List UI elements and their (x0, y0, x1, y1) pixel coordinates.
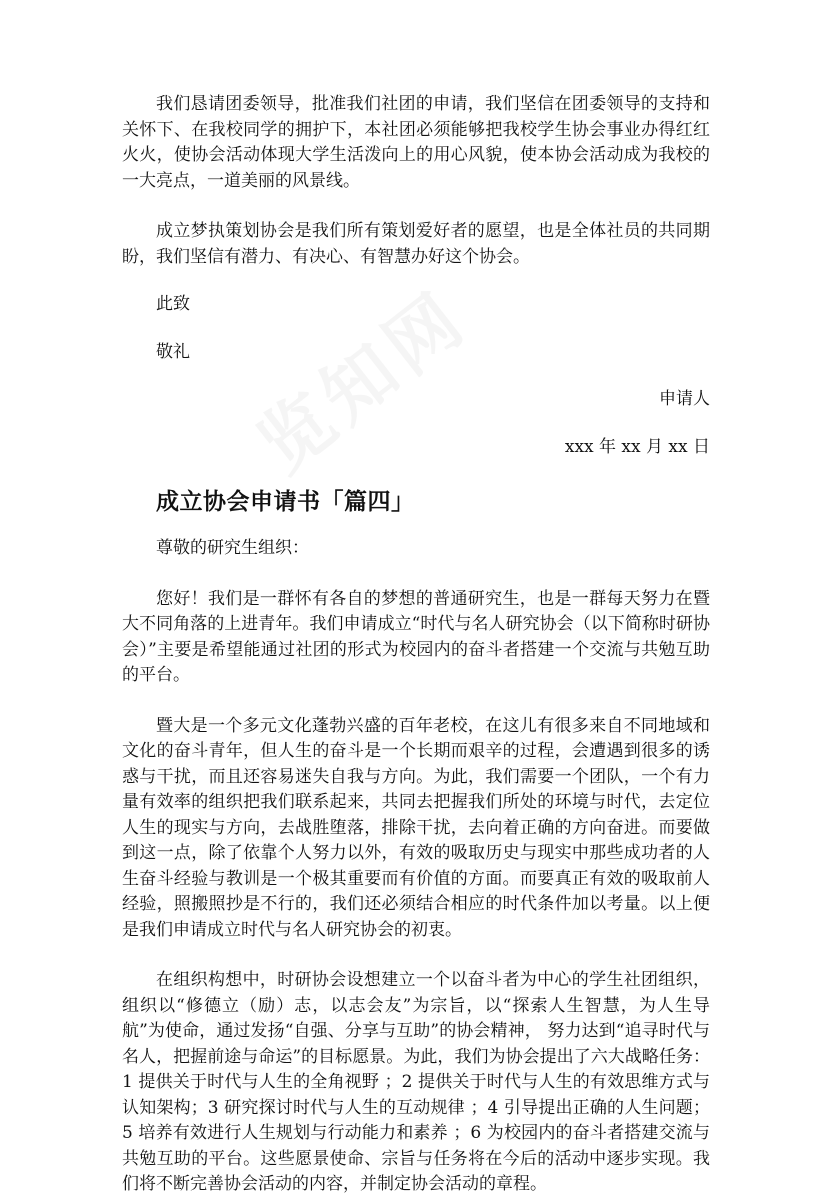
paragraph-organization: 在组织构想中，时研协会设想建立一个以奋斗者为中心的学生社团组织，组织以“修德立（励）志，以志会友”为宗旨，以“探索人生智慧，为人生导航”为使命，通过发扬“自强、分享与互助”的协会精神， 努力达到“追寻时代与名人，把握前途与命运”的目标愿景。为此，我们为协会提出了六大战略任务：1 提供关于时代与人生的全角视野 ；2 提供关于时代与人生的有效思维方式与认知架构；3 研究探讨时代与人生的互动规律 ；4 引导提出正确的人生问题；5 培养有效进行人生规划与行动能力和素养 ；6 为校园内的奋斗者搭建交流与共勉互助的平台。这些愿景使命、宗旨与任务将在今后的活动中逐步实现。我们将不断完善协会活动的内容，并制定协会活动的章程。 (122, 970, 710, 1194)
salutation: 尊敬的研究生组织： (156, 538, 309, 558)
paragraph-aspiration: 成立梦执策划协会是我们所有策划爱好者的愿望，也是全体社员的共同期盼，我们坚信有潜力、有决心、有智慧办好这个协会。 (122, 221, 710, 267)
closing-line-1: 此致 (156, 294, 190, 314)
document-body (122, 92, 710, 1198)
paragraph-request: 我们恳请团委领导，批准我们社团的申请，我们坚信在团委领导的支持和关怀下、在我校同学的拥护下，本社团必须能够把我校学生协会事业办得红红火火，使协会活动体现大学生活泼向上的用心风貌，使本协会活动成为我校的一大亮点，一道美丽的风景线。 (122, 94, 710, 191)
watermark: 览知网 (242, 274, 484, 489)
signature-date: xxx 年 xx 月 xx 日 (564, 436, 710, 457)
paragraph-greeting: 您好！我们是一群怀有各自的梦想的普通研究生，也是一群每天努力在暨大不同角落的上进青年。我们申请成立“时代与名人研究协会（以下简称时研协会）”主要是希望能通过社团的形式为校园内的奋斗者搭建一个交流与共勉互助的平台。 (122, 588, 710, 685)
closing-line-2: 敬礼 (156, 341, 190, 362)
signature-applicant: 申请人 (659, 389, 710, 409)
section-title: 成立协会申请书「篇四」 (156, 489, 415, 515)
paragraph-background: 暨大是一个多元文化蓬勃兴盛的百年老校，在这儿有很多来自不同地域和文化的奋斗青年，但人生的奋斗是一个长期而艰辛的过程，会遭遇到很多的诱惑与干扰，而且还容易迷失自我与方向。为此，我们需要一个团队，一个有力量有效率的组织把我们联系起来，共同去把握我们所处的环境与时代，去定位人生的现实与方向，去战胜堕落，排除干扰，去向着正确的方向奋进。而要做到这一点，除了依靠个人努力以外，有效的吸取历史与现实中那些成功者的人生奋斗经验与教训是一个极其重要而有价值的方面。而要真正有效的吸取前人经验，照搬照抄是不行的，我们还必须结合相应的时代条件加以考量。以上便是我们申请成立时代与名人研究协会的初衷。 (122, 715, 710, 940)
